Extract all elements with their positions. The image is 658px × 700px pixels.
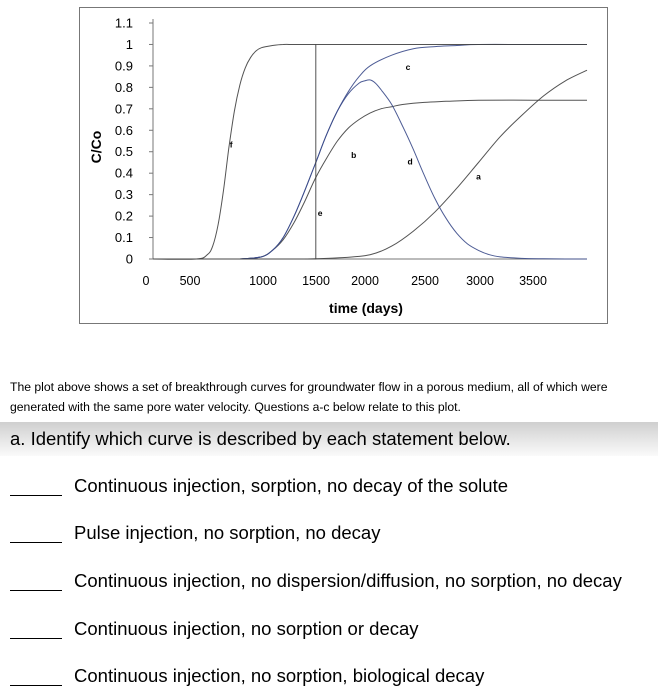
answer-blank[interactable]: [10, 590, 62, 591]
question-row: [0, 665, 658, 695]
curve-d: [240, 80, 587, 259]
y-tick-label: 0.4: [114, 165, 133, 181]
y-tick-label: 0.6: [114, 122, 133, 138]
question-text: Continuous injection, no sorption, biological decay: [74, 665, 485, 686]
y-tick-label: 0.9: [114, 58, 133, 74]
x-tick-label: 2500: [411, 274, 439, 288]
x-tick-label: 500: [179, 274, 201, 288]
question-row: [0, 475, 658, 505]
y-tick-label: 0.7: [114, 101, 133, 117]
y-tick-label: 1: [125, 36, 133, 52]
question-text: Continuous injection, no dispersion/diffusion, no sorption, no decay: [74, 570, 622, 591]
curve-label-e: e: [317, 208, 323, 219]
question-text: Continuous injection, no sorption or decay: [74, 618, 419, 639]
y-tick-label: 0.2: [114, 208, 133, 224]
section-a-header: [0, 422, 658, 456]
question-row: [0, 522, 658, 552]
x-tick-label: 3500: [519, 274, 547, 288]
plot-caption: [10, 377, 656, 417]
y-tick-label: 0: [125, 251, 133, 267]
x-tick-label: 2000: [351, 274, 379, 288]
section-a-title: a. Identify which curve is described by each statement below.: [10, 428, 511, 449]
y-tick-label: 0.5: [114, 144, 133, 160]
curve-label-d: d: [407, 156, 413, 167]
curve-label-c: c: [405, 62, 411, 73]
y-tick-label: 0.8: [114, 79, 133, 95]
y-tick-label: 0.1: [114, 230, 133, 246]
answer-blank[interactable]: [10, 638, 62, 639]
curve-label-b: b: [351, 150, 357, 161]
caption-line-1: The plot above shows a set of breakthrough curves for groundwater flow in a porous medium, all of which were: [10, 380, 608, 394]
y-tick-label: 1.1: [114, 15, 133, 31]
curve-a: [305, 70, 587, 259]
y-tick-label: 0.3: [114, 187, 133, 203]
answer-blank[interactable]: [10, 685, 62, 686]
curve-label-f: f: [229, 139, 233, 150]
breakthrough-chart: [80, 8, 609, 325]
y-axis-title: C/Co: [88, 130, 104, 164]
chart-frame: [79, 7, 608, 324]
x-tick-label: 1500: [302, 274, 330, 288]
x-tick-label: 3000: [466, 274, 494, 288]
answer-blank[interactable]: [10, 495, 62, 496]
caption-line-2: generated with the same pore water velocity. Questions a-c below relate to this plot.: [10, 400, 461, 414]
x-tick-label: 0: [142, 274, 150, 288]
curve-label-a: a: [476, 171, 481, 182]
question-text: Continuous injection, sorption, no decay of the solute: [74, 475, 509, 496]
x-tick-label: 1000: [249, 274, 277, 288]
question-row: [0, 618, 658, 648]
curve-b: [240, 100, 587, 259]
question-text: Pulse injection, no sorption, no decay: [74, 522, 381, 543]
x-axis-title: time (days): [329, 300, 403, 316]
question-row: [0, 570, 658, 600]
answer-blank[interactable]: [10, 542, 62, 543]
